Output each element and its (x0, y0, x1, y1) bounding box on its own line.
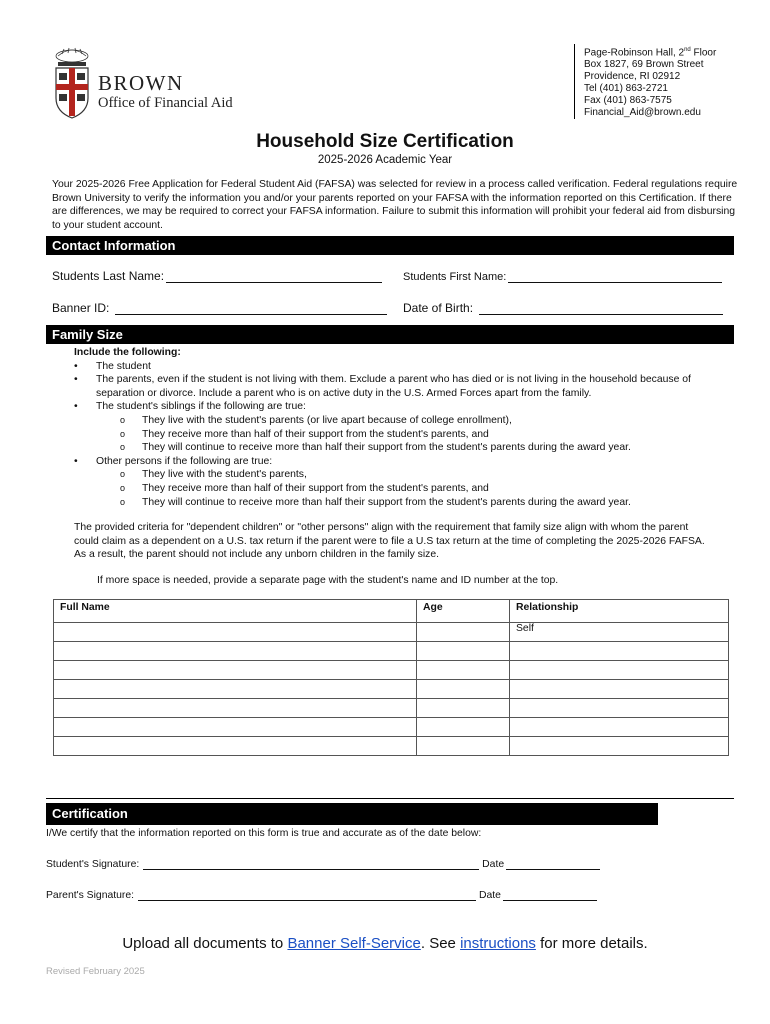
age-cell[interactable] (417, 680, 510, 699)
address-fax: Fax (401) 863-7575 (584, 95, 672, 107)
name-cell[interactable] (54, 661, 417, 680)
first-name-field[interactable] (403, 270, 722, 283)
age-cell[interactable] (417, 642, 510, 661)
page-subtitle: 2025-2026 Academic Year (317, 154, 453, 166)
name-cell[interactable] (54, 642, 417, 661)
banner-id-label: Banner ID: (52, 301, 110, 315)
age-cell[interactable] (417, 661, 510, 680)
office-name: Office of Financial Aid (98, 95, 233, 111)
list-subitem: o They live with the student's parents (or live apart because of college enrollment), (120, 414, 512, 426)
extra-space-note: If more space is needed, provide a separate page with the student's name and ID number at the top. (97, 575, 559, 586)
col-header-age: Age (417, 600, 510, 623)
brand-name: BROWN (98, 71, 184, 95)
certification-divider (46, 798, 734, 799)
relationship-cell[interactable] (510, 680, 729, 699)
list-subitem: o They receive more than half of their support from the student's parents, and (120, 428, 489, 440)
contact-section-heading: Contact Information (46, 236, 734, 255)
family-size-instructions (74, 346, 714, 509)
col-header-relationship: Relationship (510, 600, 729, 623)
address-line-2: Box 1827, 69 Brown Street (584, 59, 704, 71)
certification-section-heading: Certification (46, 803, 658, 825)
address-phone: Tel (401) 863-2721 (584, 83, 668, 95)
table-row (54, 642, 729, 661)
relationship-cell[interactable] (510, 699, 729, 718)
banner-id-field[interactable] (52, 301, 387, 315)
table-row (54, 680, 729, 699)
include-label: Include the following: (74, 347, 181, 358)
instructions-link[interactable]: instructions (460, 935, 536, 952)
student-signature-label: Student's Signature: (46, 859, 140, 870)
table-row (54, 718, 729, 737)
list-subitem: o They live with the student's parents, (120, 469, 307, 481)
relationship-cell: Self (510, 623, 729, 642)
certification-statement: I/We certify that the information reported on this form is true and accurate as of the date below: (46, 828, 482, 839)
student-signature-field[interactable] (46, 859, 600, 870)
table-row (54, 737, 729, 756)
list-item: • Other persons if the following are true: (74, 455, 273, 467)
upload-instructions: Upload all documents to Banner Self-Service. See instructions for more details. (122, 935, 648, 952)
relationship-cell[interactable] (510, 661, 729, 680)
student-date-label: Date (482, 859, 505, 870)
name-cell[interactable] (54, 718, 417, 737)
list-item: • The parents, even if the student is not living with them. Exclude a parent who has died or is not living in the household because of separation or divorce. Include a parent who is on active duty in the U.S. Armed Forces apart from the family. (74, 374, 691, 399)
list-subitem: o They will continue to receive more than half their support from the student's parents during the award year. (120, 442, 631, 454)
table-row (54, 661, 729, 680)
intro-paragraph: Your 2025-2026 Free Application for Federal Student Aid (FAFSA) was selected for review in a process called verification. Federal regulations require Brown University to verify the information you and/or your parents reported on your FAFSA with the information reported on this Certification. If there are differences, we may be required to correct your FAFSA information. Failure to submit this information will prohibit your federal aid from disbursing to your student account. (52, 179, 738, 231)
page-title: Household Size Certification (256, 131, 514, 152)
parent-signature-field[interactable] (46, 890, 597, 901)
dob-field[interactable] (403, 301, 723, 315)
list-item: • The student (74, 360, 151, 372)
address-email: Financial_Aid@brown.edu (584, 107, 701, 119)
brown-shield-logo (52, 46, 92, 120)
last-name-line[interactable] (166, 270, 382, 283)
last-name-field[interactable] (52, 269, 382, 283)
family-section-heading: Family Size (46, 325, 734, 344)
relationship-cell[interactable] (510, 718, 729, 737)
parent-date-label: Date (478, 890, 501, 901)
table-header-row (54, 600, 729, 623)
student-date-line[interactable] (506, 859, 600, 870)
list-subitem: o They receive more than half of their support from the student's parents, and (120, 482, 489, 494)
parent-signature-label: Parent's Signature: (46, 890, 135, 901)
list-item: • The student's siblings if the following are true: (74, 401, 306, 413)
last-name-label: Students Last Name: (52, 269, 165, 283)
dob-line[interactable] (479, 302, 723, 315)
age-cell[interactable] (417, 718, 510, 737)
first-name-line[interactable] (508, 270, 722, 283)
banner-id-line[interactable] (115, 302, 387, 315)
col-header-full-name: Full Name (54, 600, 417, 623)
table-row (54, 699, 729, 718)
age-cell[interactable] (417, 737, 510, 756)
relationship-cell[interactable] (510, 642, 729, 661)
age-cell[interactable] (417, 699, 510, 718)
dependent-criteria-note: The provided criteria for "dependent children" or "other persons" align with the requirement that family size align with whom the parent could claim as a dependent on a U.S. tax return if the parent were to file a U.S tax return at the time of completing the 2025-2026 FAFSA. As a result, the parent should not include any unborn children in the family size. (74, 522, 705, 561)
include-list (74, 360, 714, 510)
parent-date-line[interactable] (503, 890, 597, 901)
age-cell[interactable] (417, 623, 510, 642)
address-line-3: Providence, RI 02912 (584, 71, 681, 83)
address-line-1: Page-Robinson Hall, 2nd Floor (584, 47, 717, 59)
student-signature-line[interactable] (143, 859, 479, 870)
dob-label: Date of Birth: (403, 301, 474, 315)
household-members-table (53, 599, 729, 756)
name-cell[interactable] (54, 699, 417, 718)
first-name-label: Students First Name: (403, 271, 507, 283)
parent-signature-line[interactable] (138, 890, 476, 901)
name-cell[interactable] (54, 737, 417, 756)
revision-date: Revised February 2025 (46, 966, 145, 977)
name-cell[interactable] (54, 623, 417, 642)
name-cell[interactable] (54, 680, 417, 699)
banner-self-service-link[interactable]: Banner Self-Service (287, 935, 421, 952)
relationship-cell[interactable] (510, 737, 729, 756)
table-row (54, 623, 729, 642)
list-subitem: o They will continue to receive more than half their support from the student's parents during the award year. (120, 496, 631, 508)
address-block (574, 44, 716, 119)
